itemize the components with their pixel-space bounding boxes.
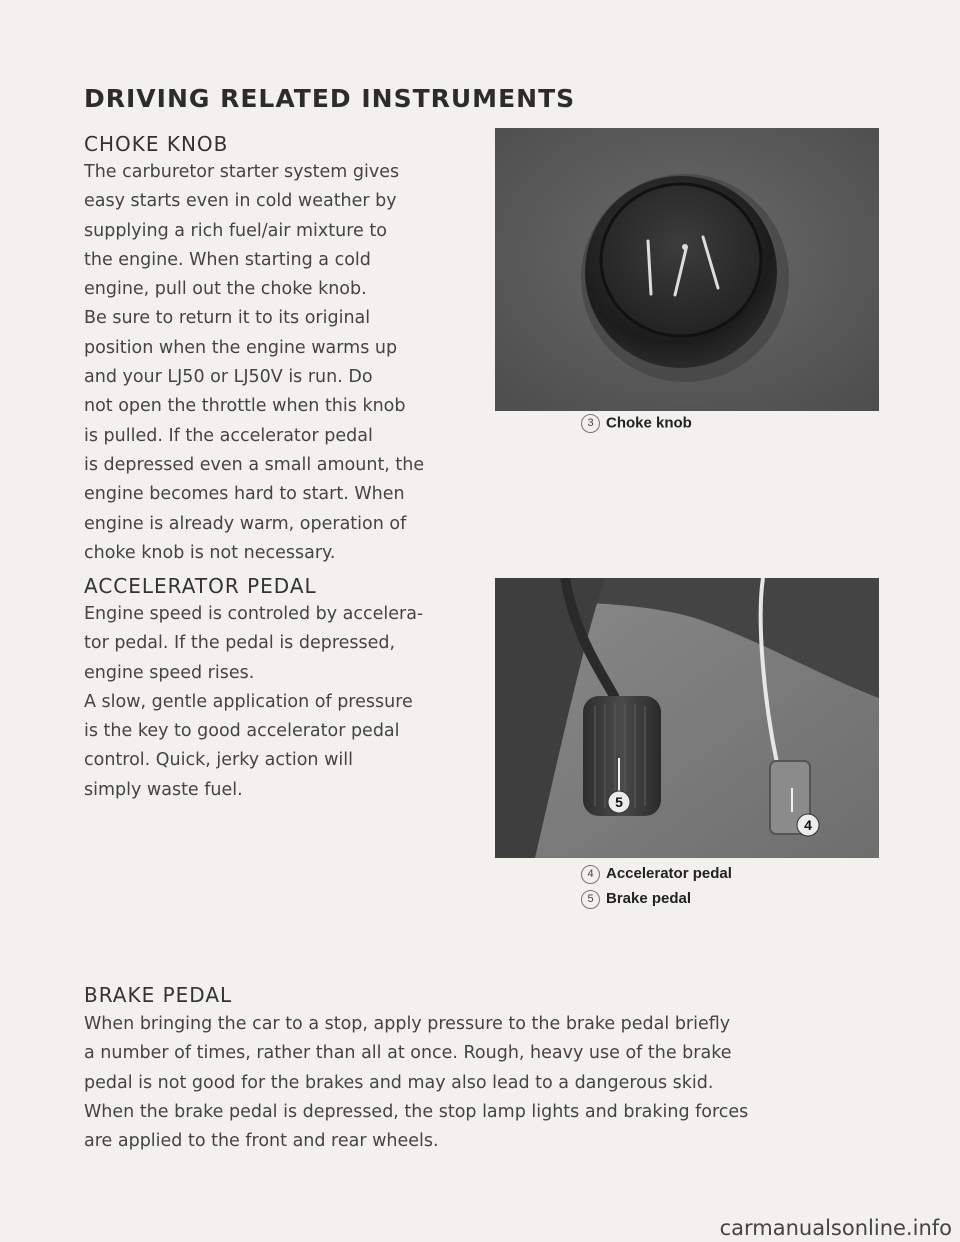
text-line: Engine speed is controled by accelera- [84,604,424,624]
text-line: engine, pull out the choke knob. [84,279,367,300]
choke-knob-photo [495,128,879,411]
accelerator-text [84,600,464,805]
accelerator-heading: ACCELERATOR PEDAL [84,574,317,598]
text-line: is pulled. If the accelerator pedal [84,425,373,446]
text-line: When the brake pedal is depressed, the stop lamp lights and braking forces [84,1101,749,1122]
brake-heading: BRAKE PEDAL [84,983,233,1007]
text-line: position when the engine warms up [84,337,398,358]
text-line: control. Quick, jerky action will [84,750,353,771]
callout-number: 3 [581,414,600,433]
caption-brake [581,886,732,911]
pedals-captions [581,861,732,911]
text-line: engine speed rises. [84,662,255,683]
text-line: engine becomes hard to start. When [84,484,405,505]
text-line: The carburetor starter system gives [84,162,400,182]
pedals-photo [495,578,879,858]
text-line: supplying a rich fuel/air mixture to [84,220,387,241]
text-line: pedal is not good for the brakes and may also lead to a dangerous skid. [84,1072,714,1093]
text-line: tor pedal. If the pedal is depressed, [84,633,396,654]
watermark: carmanualsonline.info [719,1216,952,1240]
choke-knob-illustration [495,128,879,411]
callout-number: 5 [581,890,600,909]
text-line: is depressed even a small amount, the [84,454,425,475]
text-line: A slow, gentle application of pressure [84,691,413,712]
caption-accelerator [581,861,732,886]
text-line: Be sure to return it to its original [84,308,371,329]
pedals-illustration [495,578,879,858]
text-line: a number of times, rather than all at once. Rough, heavy use of the brake [84,1043,732,1064]
text-line: the engine. When starting a cold [84,249,371,270]
text-line: engine is already warm, operation of [84,513,407,534]
brake-text [84,1010,884,1156]
photo-label: 5 [615,794,623,810]
text-line: simply waste fuel. [84,779,243,800]
text-line: not open the throttle when this knob [84,396,406,417]
caption-text: Choke knob [606,414,692,432]
callout-number: 4 [581,865,600,884]
page-title: DRIVING RELATED INSTRUMENTS [84,84,576,113]
choke-caption [581,414,692,433]
text-line: When bringing the car to a stop, apply pressure to the brake pedal briefly [84,1014,731,1034]
text-line: is the key to good accelerator pedal [84,721,400,742]
choke-heading: CHOKE KNOB [84,132,229,156]
photo-label: 4 [804,817,812,833]
choke-text [84,158,454,568]
text-line: choke knob is not necessary. [84,542,336,563]
text-line: easy starts even in cold weather by [84,191,397,212]
caption-text: Accelerator pedal [606,865,732,882]
text-line: are applied to the front and rear wheels. [84,1131,439,1152]
text-line: and your LJ50 or LJ50V is run. Do [84,367,373,388]
caption-text: Brake pedal [606,890,692,907]
